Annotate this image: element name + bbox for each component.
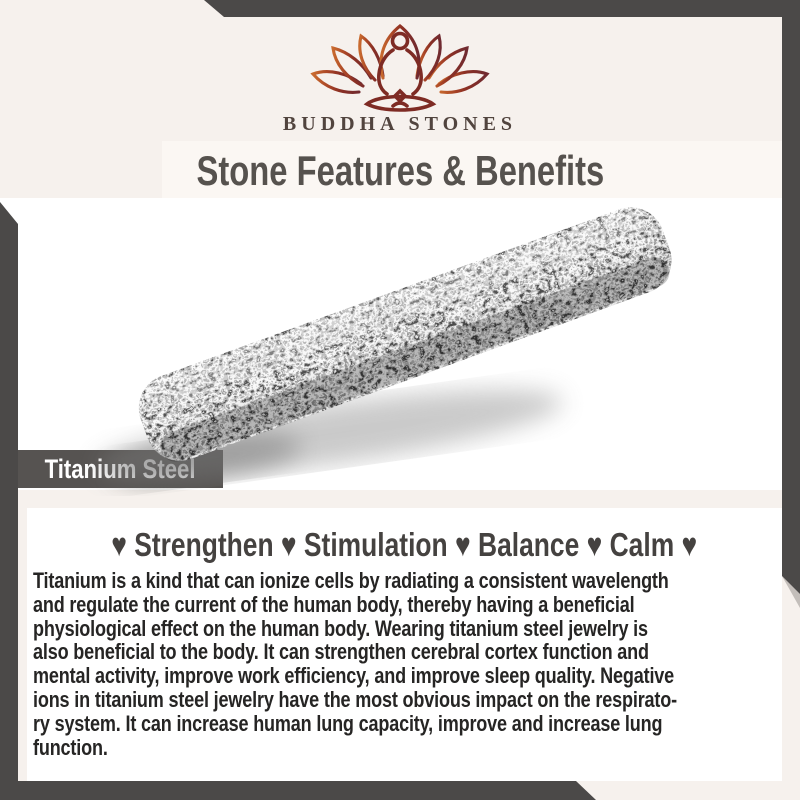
brand-logo bbox=[305, 16, 495, 117]
paragraph-line: Titanium is a kind that can ionize cells by radiating a consistent wavelength bbox=[33, 568, 669, 593]
benefits-paragraph bbox=[33, 569, 787, 759]
brand-name: BUDDHA STONES bbox=[282, 113, 518, 135]
section-title: Stone Features & Benefits bbox=[196, 147, 604, 194]
benefits-heading: ♥ Strengthen ♥ Stimulation ♥ Balance ♥ Calm ♥ bbox=[111, 526, 698, 563]
top-ribbon-bar bbox=[0, 0, 800, 17]
paragraph-line: ry system. It can increase human lung capacity, improve and increase lung bbox=[33, 710, 663, 736]
lotus-meditation-icon bbox=[305, 16, 495, 112]
stone-name-label: Titanium Steel bbox=[18, 450, 223, 488]
titanium-crystal-photo bbox=[0, 196, 800, 496]
paragraph-line: mental activity, improve work efficiency, and improve sleep quality. Negative bbox=[33, 663, 675, 689]
paragraph-line: function. bbox=[33, 734, 108, 760]
right-ribbon-strip bbox=[782, 0, 800, 594]
paragraph-line: physiological effect on the human body. Wearing titanium steel jewelry is bbox=[33, 615, 648, 641]
paragraph-line: also beneficial to the body. It can strengthen cerebral cortex function and bbox=[33, 639, 649, 665]
paragraph-line: and regulate the current of the human body, thereby having a beneficial bbox=[33, 591, 635, 617]
paragraph-line: ions in titanium steel jewelry have the most obvious impact on the respirato- bbox=[33, 686, 677, 712]
benefits-card bbox=[27, 508, 782, 781]
bottom-ribbon-bar bbox=[0, 781, 800, 800]
